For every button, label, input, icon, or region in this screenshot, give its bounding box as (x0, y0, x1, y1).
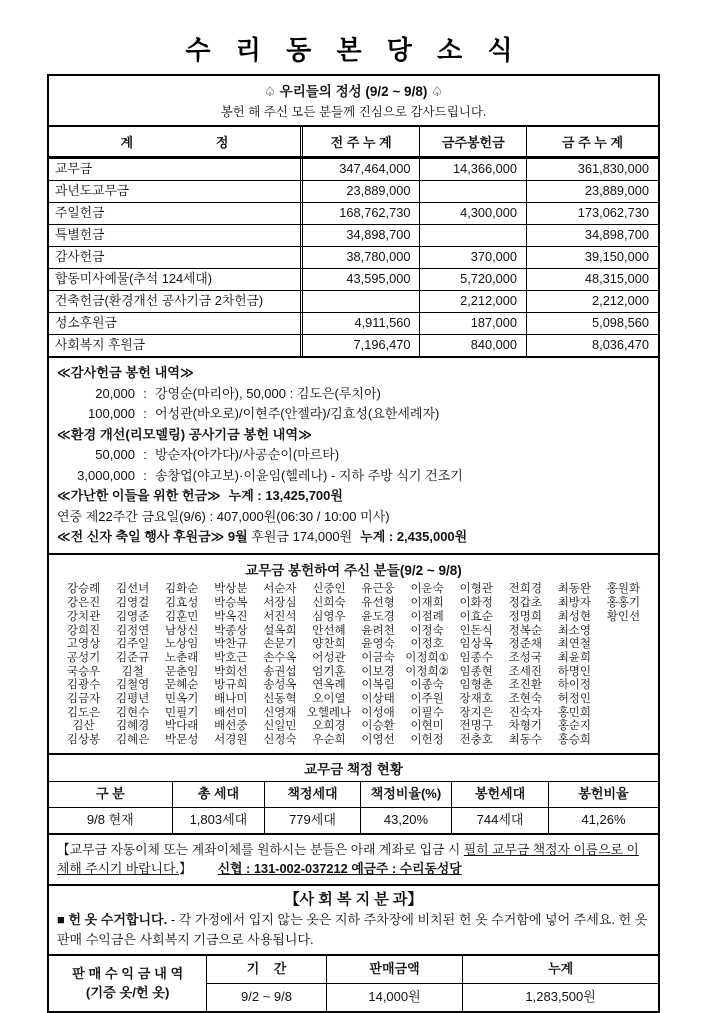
donor-name: 박상분 (214, 583, 248, 596)
donor-name: 오헬레나 (306, 706, 352, 719)
donor-name: 민필기 (165, 706, 199, 719)
donor-name: 박문성 (165, 734, 199, 747)
donor-name: 정갑초 (508, 597, 542, 610)
donor-name: 정준채 (508, 638, 542, 651)
column-header-week-cumulative: 금 주 누 계 (561, 135, 624, 150)
detail-separator: : (143, 406, 147, 422)
donor-name: 우순희 (312, 734, 346, 747)
detail-donors: 방순자(아가다)/사공순이(마르타) (155, 447, 340, 463)
donor-name: 신일민 (263, 720, 297, 733)
donor-name: 홍순지 (557, 720, 592, 733)
donor-name: 장지은 (459, 706, 493, 719)
donor-name: 강치관 (66, 610, 101, 623)
thanks-offering-heading: ≪감사헌금 봉헌 내역≫ (57, 365, 194, 380)
donor-name: 남상신 (165, 624, 199, 637)
donor-name: 조현숙 (508, 693, 542, 706)
donor-name: 이점례 (410, 610, 444, 623)
page-title: 수 리 동 본 당 소 식 (185, 35, 522, 65)
donor-name: 배나미 (214, 693, 248, 706)
donor-name: 김화순 (165, 583, 199, 596)
donor-name: 김준규 (115, 651, 150, 664)
donor-name: 배선미 (214, 706, 248, 719)
donor-name: 김철 (121, 665, 144, 678)
offering-detail-line (57, 404, 650, 424)
sales-label (49, 956, 207, 1011)
donor-name: 김효성 (165, 597, 199, 610)
pledge-status-header-cell: 봉헌세대 (452, 782, 549, 807)
donor-name: 연옥례 (312, 679, 346, 692)
pledge-status-section (47, 753, 660, 835)
offering-detail-line (57, 384, 650, 404)
feast-fund-line (57, 527, 650, 547)
offering-row (49, 202, 658, 224)
sales-column-period: 기 간 (207, 956, 326, 983)
pledge-status-header-cell: 총 세대 (173, 782, 266, 807)
transfer-notice-emphasis: 필히 교무금 책정자 이름으로 이체해 주시기 바랍니다. (57, 841, 639, 877)
offering-row (49, 290, 658, 312)
donor-name: 박옥진 (214, 610, 248, 623)
this-week-cumulative-value: 361,830,000 (577, 161, 649, 176)
this-week-cumulative-value: 23,889,000 (584, 183, 649, 198)
sales-amount-value: 14,000원 (327, 984, 464, 1011)
welfare-notice (49, 910, 658, 954)
donor-name (599, 679, 648, 693)
offering-table-body (49, 158, 658, 356)
donor-name: 이종숙 (410, 679, 444, 692)
donor-name: 홍승희 (557, 734, 592, 747)
prev-week-cumulative-value: 168,762,730 (303, 203, 421, 224)
donor-name: 김산 (72, 720, 95, 733)
poor-fund-heading: ≪가난한 이들을 위한 헌금≫ (57, 488, 221, 504)
donor-name: 김철영 (115, 679, 150, 692)
donor-name (599, 734, 648, 748)
detail-separator: : (143, 447, 147, 463)
donor-name: 전명구 (459, 720, 493, 733)
detail-amount: 3,000,000 (77, 467, 135, 483)
this-week-cumulative-value: 2,212,000 (592, 293, 649, 308)
donor-name: 김선녀 (115, 583, 150, 596)
column-header-account (49, 127, 303, 156)
donor-name: 정명희 (508, 610, 542, 623)
donor-name: 손문기 (263, 638, 297, 651)
donor-name: 진숙자 (508, 706, 542, 719)
donor-name: 어성관 (312, 651, 346, 664)
donor-name: 김혜은 (115, 734, 150, 747)
donor-name: 이정희② (405, 665, 449, 678)
pledge-status-header-cell: 책정비율(%) (361, 782, 452, 807)
pledge-status-value-cell: 43,20% (361, 808, 452, 833)
donor-name: 김현수 (115, 706, 150, 719)
donor-name: 신영재 (263, 706, 297, 719)
donor-name: 최연철 (557, 638, 592, 651)
donor-name: 전희경 (508, 583, 542, 596)
donor-name: 신중인 (312, 583, 346, 596)
donor-name: 심영우 (312, 610, 346, 623)
donor-name: 오이열 (312, 693, 346, 706)
offering-header-title: ♤ 우리들의 정성 (9/2 ~ 9/8) ♤ (263, 84, 444, 99)
donor-name: 김광수 (66, 679, 101, 692)
pledge-status-value-cell: 41,26% (581, 811, 626, 827)
this-week-cumulative-value: 8,036,470 (592, 337, 649, 352)
donor-name: 공성기 (66, 651, 101, 664)
donor-name: 하명인 (557, 665, 592, 678)
this-week-offering-value: 5,720,000 (420, 269, 527, 290)
column-header-account-left: 계 (120, 135, 134, 150)
pledge-status-header-cell: 봉헌비율 (578, 785, 629, 801)
donor-name: 조세진 (508, 665, 542, 678)
donor-name: 윤도경 (361, 610, 395, 623)
donor-name: 이헌정 (410, 734, 444, 747)
donor-name: 이금숙 (361, 651, 395, 664)
sales-header-row (207, 956, 658, 984)
donor-name: 이재희 (410, 597, 444, 610)
account-name: 건축헌금(환경개선 공사기금 2차헌금) (49, 291, 303, 312)
donor-name: 허정인 (557, 693, 592, 706)
donor-name: 이정희① (405, 651, 449, 664)
transfer-notice-text: 【교무금 자동이체 또는 계좌이체를 원하시는 분들은 아래 계좌로 입금 시 (57, 841, 464, 857)
this-week-offering-value: 4,300,000 (420, 203, 527, 224)
donor-name: 양찬희 (312, 638, 346, 651)
account-name: 주일헌금 (49, 203, 303, 224)
donor-name: 박호근 (214, 651, 248, 664)
donor-name: 이현미 (410, 720, 444, 733)
this-week-offering-value: 370,000 (420, 247, 527, 268)
donor-name: 서진석 (263, 610, 297, 623)
pledge-status-header-cell: 구 분 (49, 782, 173, 807)
prev-week-cumulative-value: 38,780,000 (303, 247, 421, 268)
prev-week-cumulative-value: 23,889,000 (303, 181, 421, 202)
detail-amount: 20,000 (95, 385, 135, 401)
donor-name: 서경원 (214, 734, 248, 747)
pledge-status-value-cell: 9/8 현재 (49, 808, 173, 833)
donor-name: 강은진 (66, 597, 101, 610)
poor-fund-line (57, 486, 650, 506)
renovation-fund-lines (57, 445, 650, 486)
detail-separator: : (143, 467, 147, 483)
transfer-notice-close: 】 (178, 861, 192, 877)
prev-week-cumulative-value: 347,464,000 (303, 159, 421, 180)
donor-name: 홍홍기 (606, 597, 641, 610)
detail-amount: 100,000 (88, 406, 135, 422)
donor-name: 유선형 (361, 597, 395, 610)
sales-section (47, 954, 660, 1013)
donor-name: 최소영 (557, 624, 592, 637)
donor-name: 안선혜 (312, 624, 346, 637)
poor-fund-value: 13,425,700원 (265, 488, 343, 504)
prev-week-cumulative-value: 43,595,000 (303, 269, 421, 290)
donor-name: 김금자 (66, 693, 101, 706)
detail-donors: 강영순(마리아), 50,000 : 김도은(루치아) (155, 385, 381, 401)
donor-name: 김영준 (115, 610, 150, 623)
donor-name: 임상옥 (459, 638, 493, 651)
donor-name: 정복순 (508, 624, 542, 637)
account-name: 합동미사예물(추석 124세대) (49, 269, 303, 290)
donor-name: 하이정 (557, 679, 592, 692)
donor-name: 이효순 (459, 610, 493, 623)
bank-account-info: 신협 : 131-002-037212 예금주 : 수리동성당 (217, 861, 462, 877)
donor-name: 박희선 (214, 665, 248, 678)
donor-name: 손수옥 (263, 651, 297, 664)
this-week-offering-value (420, 225, 527, 246)
sales-label-line2: (기증 옷/헌 옷) (85, 985, 170, 1001)
donor-name: 최동수 (508, 734, 542, 747)
donor-name: 임형춘 (459, 679, 493, 692)
donor-name: 이정호 (410, 638, 444, 651)
offering-row (49, 268, 658, 290)
this-week-offering-value: 14,366,000 (420, 159, 527, 180)
donor-name: 국승우 (66, 665, 101, 678)
feast-fund-heading: ≪전 신자 축일 행사 후원금≫ (57, 529, 225, 545)
donor-name: 임종수 (459, 651, 493, 664)
donor-name: 송권섭 (263, 665, 297, 678)
detail-donors: 어성관(바오로)/이현주(안젤라)/김효성(요한세례자) (155, 406, 440, 422)
feast-fund-value: 2,435,000원 (396, 529, 468, 545)
this-week-cumulative-value: 173,062,730 (577, 205, 649, 220)
donor-name: 김훈민 (165, 610, 199, 623)
donor-name: 엄기훈 (312, 665, 346, 678)
donor-name: 홍원화 (606, 583, 641, 596)
welfare-item-heading: ■ 헌 옷 수거합니다. (57, 911, 168, 927)
detail-amount: 50,000 (95, 447, 135, 463)
transfer-notice-section (47, 833, 660, 886)
donor-name: 신정숙 (263, 734, 297, 747)
this-week-cumulative-value: 48,315,000 (584, 271, 649, 286)
detail-separator: : (143, 385, 147, 401)
donor-name: 신희숙 (312, 597, 346, 610)
offering-header (49, 76, 658, 127)
column-header-prev-cumulative: 전 주 누 계 (303, 127, 421, 156)
donor-name: 민옥기 (165, 693, 199, 706)
donor-name: 문춘임 (165, 665, 199, 678)
offering-section (47, 74, 660, 358)
donor-name: 최동완 (557, 583, 592, 596)
donor-name: 이필수 (410, 706, 444, 719)
offering-row (49, 334, 658, 356)
offering-detail-line (57, 445, 650, 465)
donor-name: 강희진 (66, 624, 101, 637)
donor-name: 인돈식 (459, 624, 493, 637)
this-week-cumulative-value: 39,150,000 (584, 249, 649, 264)
this-week-cumulative-value: 5,098,560 (592, 315, 649, 330)
donor-name: 이승환 (361, 720, 395, 733)
sales-table (207, 956, 658, 1011)
donor-name: 박다래 (165, 720, 199, 733)
donor-name: 홍민희 (557, 706, 592, 719)
donor-name: 전충호 (459, 734, 493, 747)
offering-row (49, 224, 658, 246)
this-week-cumulative-value: 34,898,700 (584, 227, 649, 242)
donor-name: 이상태 (361, 693, 395, 706)
account-name: 감사헌금 (49, 247, 303, 268)
donor-name: 최성현 (557, 610, 592, 623)
this-week-offering-value: 187,000 (420, 313, 527, 334)
account-name: 특별헌금 (49, 225, 303, 246)
donor-name: 차형기 (508, 720, 542, 733)
donors-grid (49, 582, 658, 752)
donor-name: 장재호 (459, 693, 493, 706)
prev-week-cumulative-value (303, 291, 421, 312)
pledge-status-headers (49, 782, 658, 808)
donor-name: 윤려천 (361, 624, 395, 637)
donors-section (47, 553, 660, 754)
donor-name: 이정숙 (410, 624, 444, 637)
donor-name: 이성애 (361, 706, 395, 719)
donor-name: 오희경 (312, 720, 346, 733)
this-week-offering-value: 2,212,000 (420, 291, 527, 312)
sales-column-cumulative: 누계 (548, 960, 574, 976)
donor-name: 조성국 (508, 651, 542, 664)
offering-row (49, 246, 658, 268)
donor-name (599, 625, 648, 639)
pledge-status-value-cell: 744세대 (452, 808, 549, 833)
donor-name: 김평년 (115, 693, 150, 706)
offering-row (49, 180, 658, 202)
feast-fund-amount: 후원금 174,000원 (251, 529, 353, 545)
donor-name: 조진환 (508, 679, 542, 692)
pledge-status-value-cell: 779세대 (265, 808, 361, 833)
thanks-offering-lines (57, 384, 650, 425)
offering-column-headers (49, 127, 658, 158)
donor-name: 김영걸 (115, 597, 150, 610)
donor-name: 설옥희 (263, 624, 297, 637)
donor-name: 김혜경 (115, 720, 150, 733)
donor-name: 노춘래 (165, 651, 199, 664)
donor-name: 김주일 (115, 638, 150, 651)
feast-fund-label: 누계 : (360, 529, 394, 545)
donor-name: 김상봉 (66, 734, 101, 747)
offering-row (49, 158, 658, 180)
donor-name: 임종현 (459, 665, 493, 678)
sales-label-line1: 판 매 수 익 금 내 역 (72, 966, 184, 982)
donors-title: 교무금 봉헌하여 주신 분들(9/2 ~ 9/8) (245, 563, 462, 579)
donor-name (599, 652, 648, 666)
account-name: 사회복지 후원금 (49, 335, 303, 356)
donor-name: 강승례 (66, 583, 101, 596)
prev-week-cumulative-value: 7,196,470 (303, 335, 421, 356)
welfare-item-body: - 각 가정에서 입지 않는 옷은 지하 주차장에 비치된 헌 옷 수거함에 넣어 주세요. 헌 옷 판매 수익금은 사회복지 기금으로 사용됩니다. (57, 911, 648, 947)
offering-details-section (47, 356, 660, 555)
donor-name: 이주원 (410, 693, 444, 706)
welfare-section (47, 884, 660, 956)
sales-column-amount: 판매금액 (327, 956, 464, 983)
account-name: 과년도교무금 (49, 181, 303, 202)
sales-cumulative-value: 1,283,500원 (525, 988, 596, 1004)
renovation-fund-heading: ≪환경 개선(리모델링) 공사기금 봉헌 내역≫ (57, 426, 312, 442)
donor-name: 서장심 (263, 597, 297, 610)
donor-name: 이운숙 (410, 583, 444, 596)
donor-name (599, 693, 648, 707)
this-week-offering-value (420, 181, 527, 202)
donor-name (599, 638, 648, 652)
column-header-week-offering: 금주봉헌금 (420, 127, 527, 156)
pledge-status-title: 교무금 책정 현황 (49, 755, 658, 782)
prev-week-cumulative-value: 4,911,560 (303, 313, 421, 334)
donor-name: 노상임 (165, 638, 199, 651)
donor-name: 배선중 (214, 720, 248, 733)
donor-name: 문혜순 (165, 679, 199, 692)
sales-data-row (207, 984, 658, 1011)
donor-name: 황인선 (606, 610, 641, 623)
donor-name: 신동혁 (263, 693, 297, 706)
poor-fund-label: 누계 : (228, 488, 262, 504)
offering-row (49, 312, 658, 334)
donor-name: 박찬규 (214, 638, 248, 651)
donor-name: 윤영숙 (361, 638, 395, 651)
prev-week-cumulative-value: 34,898,700 (303, 225, 421, 246)
poor-fund-detail: 연중 제22주간 금요일(9/6) : 407,000원(06:30 / 10:00 미사) (57, 508, 390, 524)
donor-name: 김도은 (66, 706, 101, 719)
donor-name: 박종상 (214, 624, 248, 637)
welfare-title: 【사 회 복 지 분 과】 (284, 890, 423, 908)
donor-name: 박승복 (214, 597, 248, 610)
account-name: 교무금 (49, 159, 303, 180)
detail-donors: 송창업(야고보)·이윤임(헬레나) - 지하 주방 식기 건조기 (155, 467, 463, 483)
donor-name: 고영상 (66, 638, 101, 651)
donor-name: 송성옥 (263, 679, 297, 692)
donor-name: 유근웅 (361, 583, 395, 596)
donor-name (599, 707, 648, 721)
offering-header-subtitle: 봉헌 해 주신 모든 분들께 진심으로 감사드립니다. (220, 105, 487, 119)
column-header-account-right: 정 (215, 135, 229, 150)
pledge-status-header-cell: 책정세대 (265, 782, 361, 807)
account-name: 성소후원금 (49, 313, 303, 334)
donor-name: 이복림 (361, 679, 395, 692)
feast-fund-month: 9월 (227, 529, 248, 545)
sales-period-value: 9/2 ~ 9/8 (207, 984, 326, 1011)
donor-name (599, 666, 648, 680)
donor-name (599, 720, 648, 734)
pledge-status-row (49, 808, 658, 833)
donor-name: 이화정 (459, 597, 493, 610)
donor-name: 최윤희 (557, 651, 592, 664)
pledge-status-value-cell: 1,803세대 (173, 808, 266, 833)
donor-name: 방규희 (214, 679, 248, 692)
donor-name: 최방자 (557, 597, 592, 610)
donor-name: 이형관 (459, 583, 493, 596)
donor-name: 이영선 (361, 734, 395, 747)
donor-name: 서순자 (263, 583, 297, 596)
this-week-offering-value: 840,000 (420, 335, 527, 356)
donor-name: 이보경 (361, 665, 395, 678)
donor-name: 김정연 (115, 624, 150, 637)
offering-detail-line (57, 466, 650, 486)
